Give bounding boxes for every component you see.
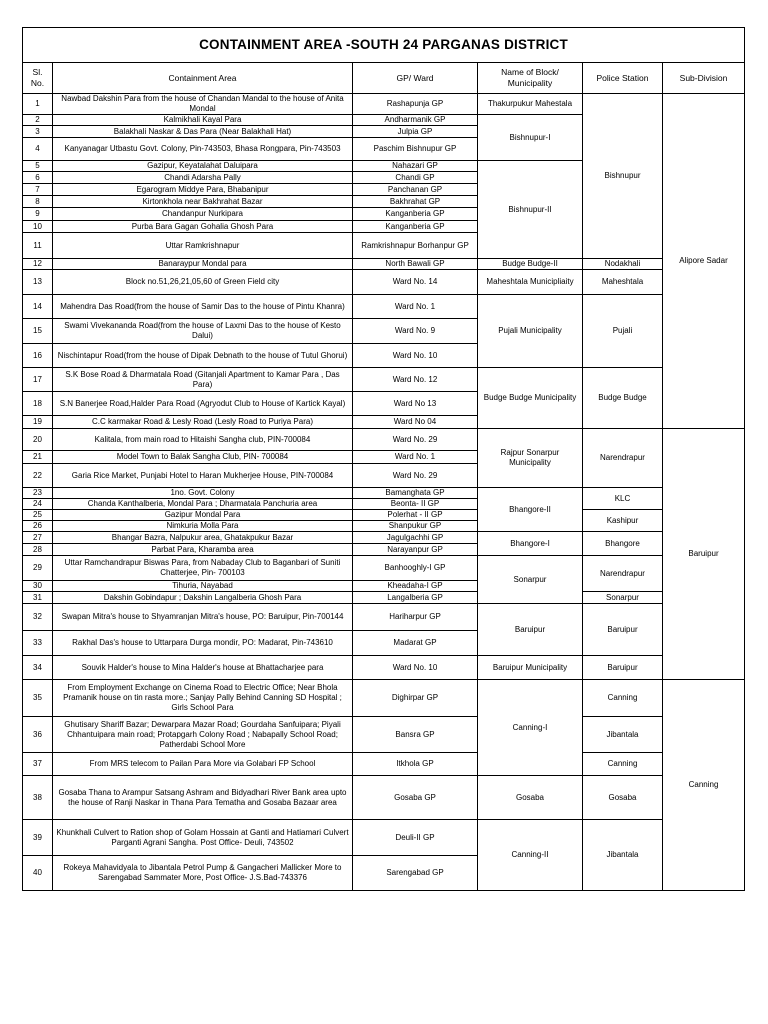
gp-ward-cell: Panchanan GP	[353, 184, 478, 196]
table-row	[23, 510, 745, 521]
sl-no-cell: 11	[23, 233, 53, 259]
containment-area-cell: Kalmikhali Kayal Para	[53, 115, 353, 126]
gp-ward-cell: Bamanghata GP	[353, 488, 478, 499]
police-station-cell: Nodakhali	[583, 259, 663, 270]
table-body	[23, 94, 745, 891]
containment-area-cell: Khunkhali Culvert to Ration shop of Golam Hossain at Ganti and Hatiamari Culvert Parganti Agrani Sangha. Post Office- Deuli, 743502	[53, 820, 353, 856]
gp-ward-cell: Itkhola GP	[353, 753, 478, 776]
block-municipality-cell: Sonarpur	[478, 556, 583, 604]
table-row	[23, 368, 745, 392]
sl-no-cell: 32	[23, 604, 53, 631]
block-municipality-cell: Budge Budge-II	[478, 259, 583, 270]
table-row	[23, 270, 745, 295]
gp-ward-cell: Kanganberia GP	[353, 208, 478, 221]
gp-ward-cell: Rashapunja GP	[353, 94, 478, 115]
sl-no-cell: 40	[23, 856, 53, 891]
containment-area-cell: Egarogram Middye Para, Bhabanipur	[53, 184, 353, 196]
block-municipality-cell: Baruipur	[478, 604, 583, 656]
sl-no-cell: 7	[23, 184, 53, 196]
containment-area-cell: From MRS telecom to Pailan Para More via Golabari FP School	[53, 753, 353, 776]
gp-ward-cell: Kanganberia GP	[353, 221, 478, 233]
containment-area-cell: Nimkuria Molla Para	[53, 521, 353, 532]
containment-area-cell: Swapan Mitra's house to Shyamranjan Mitra's house, PO: Baruipur, Pin-700144	[53, 604, 353, 631]
sl-no-cell: 25	[23, 510, 53, 521]
block-municipality-cell: Gosaba	[478, 776, 583, 820]
sl-no-cell: 35	[23, 680, 53, 717]
sl-no-cell: 27	[23, 532, 53, 544]
sl-no-cell: 17	[23, 368, 53, 392]
containment-area-cell: Souvik Halder's house to Mina Halder's house at Bhattacharjee para	[53, 656, 353, 680]
containment-area-cell: Chanda Kanthalberia, Mondal Para ; Dharmatala Panchuria area	[53, 499, 353, 510]
containment-area-cell: Gazipur Mondal Para	[53, 510, 353, 521]
police-station-cell: Canning	[583, 753, 663, 776]
sl-no-cell: 22	[23, 464, 53, 488]
sl-no-cell: 18	[23, 392, 53, 416]
police-station-cell: Maheshtala	[583, 270, 663, 295]
sl-no-cell: 23	[23, 488, 53, 499]
sl-no-cell: 19	[23, 416, 53, 429]
block-municipality-cell: Rajpur Sonarpur Municipality	[478, 429, 583, 488]
containment-area-cell: S.K Bose Road & Dharmatala Road (Gitanjali Apartment to Kamar Para , Das Para)	[53, 368, 353, 392]
containment-area-cell: Tihuria, Nayabad	[53, 581, 353, 592]
block-municipality-cell: Baruipur Municipality	[478, 656, 583, 680]
gp-ward-cell: Madarat GP	[353, 631, 478, 656]
table-row	[23, 717, 745, 753]
police-station-cell: Narendrapur	[583, 556, 663, 592]
police-station-cell: Jibantala	[583, 717, 663, 753]
gp-ward-cell: Ward No. 12	[353, 368, 478, 392]
table-row	[23, 94, 745, 115]
containment-area-cell: Chandanpur Nurkipara	[53, 208, 353, 221]
police-station-cell: Pujali	[583, 295, 663, 368]
header-block-municipality: Name of Block/ Municipality	[478, 63, 583, 94]
header-gp-ward: GP/ Ward	[353, 63, 478, 94]
header-police-station: Police Station	[583, 63, 663, 94]
sl-no-cell: 10	[23, 221, 53, 233]
block-municipality-cell: Bishnupur-II	[478, 161, 583, 259]
gp-ward-cell: Ramkrishnapur Borhanpur GP	[353, 233, 478, 259]
sub-division-cell: Alipore Sadar	[663, 94, 745, 429]
containment-area-cell: 1no. Govt. Colony	[53, 488, 353, 499]
containment-area-cell: Rakhal Das's house to Uttarpara Durga mondir, PO: Madarat, Pin-743610	[53, 631, 353, 656]
containment-table	[22, 27, 745, 891]
gp-ward-cell: Ward No. 9	[353, 319, 478, 344]
containment-area-cell: Kalitala, from main road to Hitaishi Sangha club, PIN-700084	[53, 429, 353, 451]
police-station-cell: Jibantala	[583, 820, 663, 891]
gp-ward-cell: Bansra GP	[353, 717, 478, 753]
sl-no-cell: 21	[23, 451, 53, 464]
table-row	[23, 604, 745, 631]
gp-ward-cell: Jagulgachhi GP	[353, 532, 478, 544]
block-municipality-cell: Bhangore-II	[478, 488, 583, 532]
table-row	[23, 753, 745, 776]
gp-ward-cell: Andharmanik GP	[353, 115, 478, 126]
police-station-cell: Kashipur	[583, 510, 663, 532]
block-municipality-cell: Pujali Municipality	[478, 295, 583, 368]
police-station-cell: Bishnupur	[583, 94, 663, 259]
block-municipality-cell: Maheshtala Municipliaity	[478, 270, 583, 295]
containment-area-cell: Parbat Para, Kharamba area	[53, 544, 353, 556]
table-row	[23, 488, 745, 499]
containment-area-cell: Ghutisary Shariff Bazar; Dewarpara Mazar Road; Gourdaha Sanfuipara; Piyali Chhantuipara main road; Protapgarh Colony Road ; Nabapally School Road; Patherdabi School More	[53, 717, 353, 753]
sl-no-cell: 2	[23, 115, 53, 126]
gp-ward-cell: Ward No. 10	[353, 656, 478, 680]
gp-ward-cell: Beonta- II GP	[353, 499, 478, 510]
police-station-cell: Sonarpur	[583, 592, 663, 604]
gp-ward-cell: Chandi GP	[353, 172, 478, 184]
sl-no-cell: 31	[23, 592, 53, 604]
police-station-cell: KLC	[583, 488, 663, 510]
gp-ward-cell: Narayanpur GP	[353, 544, 478, 556]
sl-no-cell: 33	[23, 631, 53, 656]
sub-division-cell: Canning	[663, 680, 745, 891]
gp-ward-cell: Ward No. 1	[353, 451, 478, 464]
police-station-cell: Budge Budge	[583, 368, 663, 429]
containment-area-cell: Swami Vivekananda Road(from the house of Laxmi Das to the house of Kesto Dalui)	[53, 319, 353, 344]
sl-no-cell: 39	[23, 820, 53, 856]
sl-no-cell: 30	[23, 581, 53, 592]
police-station-cell: Gosaba	[583, 776, 663, 820]
containment-area-cell: Mahendra Das Road(from the house of Samir Das to the house of Pintu Khanra)	[53, 295, 353, 319]
sl-no-cell: 38	[23, 776, 53, 820]
containment-area-cell: Rokeya Mahavidyala to Jibantala Petrol Pump & Gangacheri Mallicker More to Sarengabad Sammater More, Post Office- J.S.Bad-743376	[53, 856, 353, 891]
table-row	[23, 295, 745, 319]
gp-ward-cell: Nahazari GP	[353, 161, 478, 172]
sl-no-cell: 9	[23, 208, 53, 221]
sl-no-cell: 5	[23, 161, 53, 172]
header-sl-no: Sl. No.	[23, 63, 53, 94]
gp-ward-cell: Bakhrahat GP	[353, 196, 478, 208]
containment-area-cell: C.C karmakar Road & Lesly Road (Lesly Road to Puriya Para)	[53, 416, 353, 429]
sl-no-cell: 16	[23, 344, 53, 368]
sl-no-cell: 13	[23, 270, 53, 295]
containment-area-cell: Bhangar Bazra, Nalpukur area, Ghatakpukur Bazar	[53, 532, 353, 544]
sl-no-cell: 14	[23, 295, 53, 319]
gp-ward-cell: Ward No. 1	[353, 295, 478, 319]
police-station-cell: Narendrapur	[583, 429, 663, 488]
containment-area-cell: Chandi Adarsha Pally	[53, 172, 353, 184]
containment-area-cell: Balakhali Naskar & Das Para (Near Balakhali Hat)	[53, 126, 353, 138]
containment-area-cell: Kirtonkhola near Bakhrahat Bazar	[53, 196, 353, 208]
sl-no-cell: 1	[23, 94, 53, 115]
table-row	[23, 776, 745, 820]
sl-no-cell: 6	[23, 172, 53, 184]
sl-no-cell: 26	[23, 521, 53, 532]
gp-ward-cell: Julpia GP	[353, 126, 478, 138]
containment-area-cell: Gazipur, Keyatalahat Daluipara	[53, 161, 353, 172]
police-station-cell: Bhangore	[583, 532, 663, 556]
gp-ward-cell: Langalberia GP	[353, 592, 478, 604]
header-row	[23, 63, 745, 94]
sl-no-cell: 36	[23, 717, 53, 753]
gp-ward-cell: Kheadaha-I GP	[353, 581, 478, 592]
gp-ward-cell: Hariharpur GP	[353, 604, 478, 631]
page-title: CONTAINMENT AREA -SOUTH 24 PARGANAS DISTRICT	[23, 28, 745, 63]
police-station-cell: Baruipur	[583, 604, 663, 656]
table-row	[23, 680, 745, 717]
containment-area-cell: Banaraypur Mondal para	[53, 259, 353, 270]
block-municipality-cell: Bhangore-I	[478, 532, 583, 556]
gp-ward-cell: Polerhat - II GP	[353, 510, 478, 521]
table-row	[23, 556, 745, 581]
table-row	[23, 259, 745, 270]
gp-ward-cell: Ward No. 29	[353, 429, 478, 451]
block-municipality-cell: Canning-I	[478, 680, 583, 776]
gp-ward-cell: Ward No 04	[353, 416, 478, 429]
gp-ward-cell: Ward No. 10	[353, 344, 478, 368]
containment-area-cell: Purba Bara Gagan Gohalia Ghosh Para	[53, 221, 353, 233]
table-row	[23, 429, 745, 451]
gp-ward-cell: Ward No. 29	[353, 464, 478, 488]
sl-no-cell: 12	[23, 259, 53, 270]
gp-ward-cell: Banhooghly-I GP	[353, 556, 478, 581]
block-municipality-cell: Canning-II	[478, 820, 583, 891]
gp-ward-cell: Gosaba GP	[353, 776, 478, 820]
sl-no-cell: 34	[23, 656, 53, 680]
gp-ward-cell: Dighirpar GP	[353, 680, 478, 717]
police-station-cell: Baruipur	[583, 656, 663, 680]
sl-no-cell: 24	[23, 499, 53, 510]
containment-area-cell: Nawbad Dakshin Para from the house of Chandan Mandal to the house of Anita Mondal	[53, 94, 353, 115]
table-row	[23, 592, 745, 604]
sl-no-cell: 28	[23, 544, 53, 556]
containment-area-cell: Block no.51,26,21,05,60 of Green Field city	[53, 270, 353, 295]
gp-ward-cell: Ward No. 14	[353, 270, 478, 295]
containment-area-cell: Model Town to Balak Sangha Club, PIN- 700084	[53, 451, 353, 464]
block-municipality-cell: Thakurpukur Mahestala	[478, 94, 583, 115]
containment-area-cell: Dakshin Gobindapur ; Dakshin Langalberia Ghosh Para	[53, 592, 353, 604]
containment-area-cell: Uttar Ramchandrapur Biswas Para, from Nabaday Club to Baganbari of Suniti Chatterjee, Pin- 700103	[53, 556, 353, 581]
containment-area-cell: Garia Rice Market, Punjabi Hotel to Haran Mukherjee House, PIN-700084	[53, 464, 353, 488]
document	[22, 27, 744, 891]
gp-ward-cell: North Bawali GP	[353, 259, 478, 270]
table-row	[23, 656, 745, 680]
containment-area-cell: Nischintapur Road(from the house of Dipak Debnath to the house of Tutul Ghorui)	[53, 344, 353, 368]
sl-no-cell: 20	[23, 429, 53, 451]
gp-ward-cell: Shanpukur GP	[353, 521, 478, 532]
table-row	[23, 820, 745, 856]
gp-ward-cell: Paschim Bishnupur GP	[353, 138, 478, 161]
sl-no-cell: 15	[23, 319, 53, 344]
block-municipality-cell: Bishnupur-I	[478, 115, 583, 161]
header-sub-division: Sub-Division	[663, 63, 745, 94]
sl-no-cell: 37	[23, 753, 53, 776]
gp-ward-cell: Sarengabad GP	[353, 856, 478, 891]
sl-no-cell: 8	[23, 196, 53, 208]
header-containment-area: Containment Area	[53, 63, 353, 94]
gp-ward-cell: Deuli-II GP	[353, 820, 478, 856]
sl-no-cell: 4	[23, 138, 53, 161]
containment-area-cell: Kanyanagar Utbastu Govt. Colony, Pin-743503, Bhasa Rongpara, Pin-743503	[53, 138, 353, 161]
sub-division-cell: Baruipur	[663, 429, 745, 680]
sl-no-cell: 29	[23, 556, 53, 581]
block-municipality-cell: Budge Budge Municipality	[478, 368, 583, 429]
containment-area-cell: From Employment Exchange on Cinema Road to Electric Office; Near Bhola Pramanik house on tin rasta more.; Sanjay Pally Behind Canning SD Hospital ; Girls School Para	[53, 680, 353, 717]
police-station-cell: Canning	[583, 680, 663, 717]
gp-ward-cell: Ward No 13	[353, 392, 478, 416]
sl-no-cell: 3	[23, 126, 53, 138]
containment-area-cell: Uttar Ramkrishnapur	[53, 233, 353, 259]
containment-area-cell: S.N Banerjee Road,Halder Para Road (Agryodut Club to House of Kartick Kayal)	[53, 392, 353, 416]
containment-area-cell: Gosaba Thana to Arampur Satsang Ashram and Bidyadhari River Bank area upto the house of Ranji Naskar in Thana Para Tematha and Gosaba Bazaar area	[53, 776, 353, 820]
table-row	[23, 532, 745, 544]
